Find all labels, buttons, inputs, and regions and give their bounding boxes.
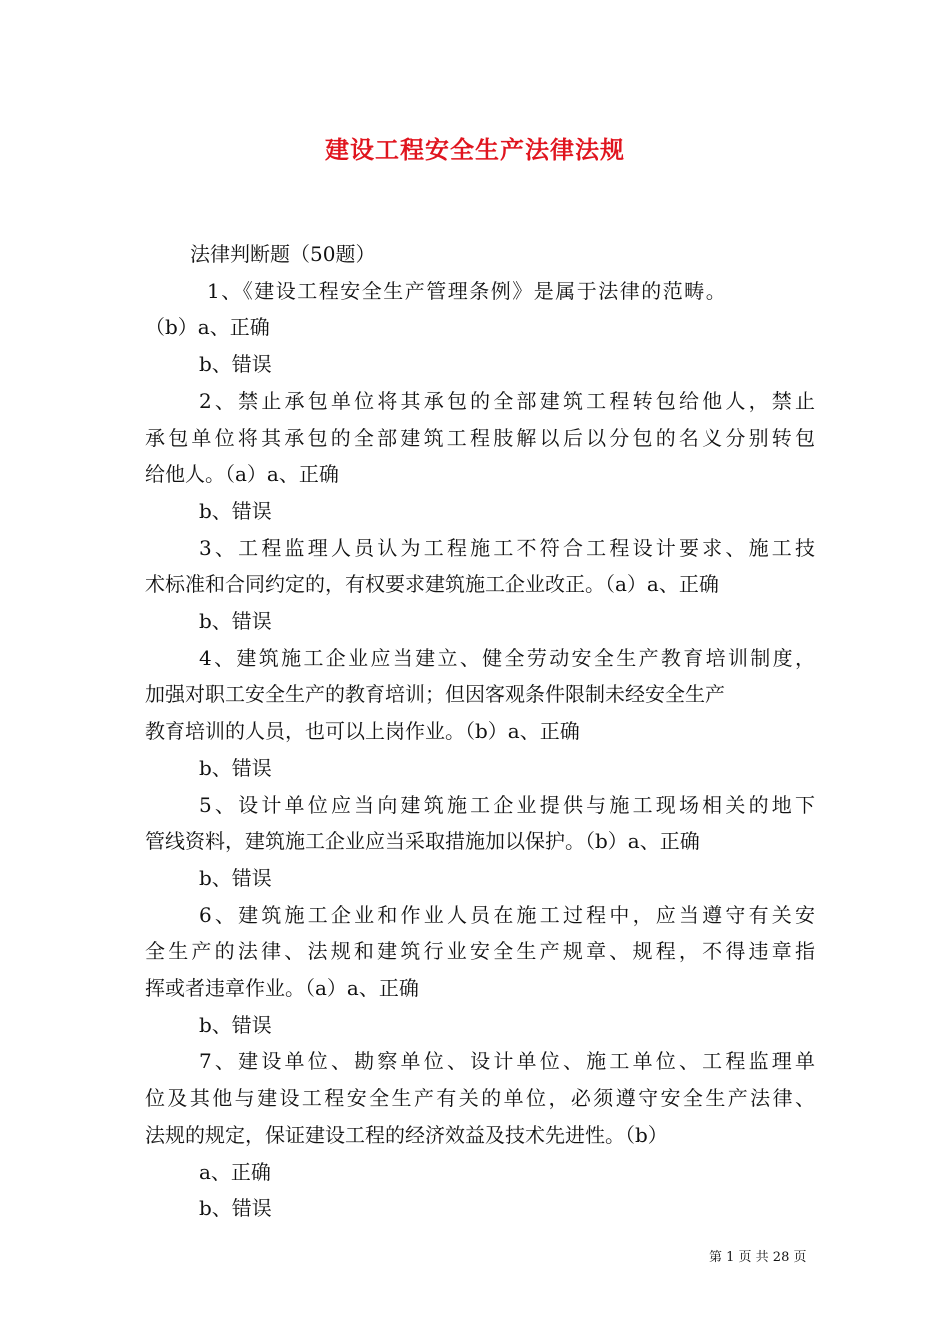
document-line: 法规的规定，保证建设工程的经济效益及技术先进性。（b） (145, 1122, 668, 1147)
document-body (145, 236, 815, 1227)
document-line: 全生产的法律、法规和建筑行业安全生产规章、规程，不得违章指 (145, 939, 815, 964)
document-line: 给他人。（a）a、正确 (145, 462, 339, 487)
document-line: 4、建筑施工企业应当建立、健全劳动安全生产教育培训制度， (199, 645, 815, 670)
document-line: b、错误 (199, 755, 272, 780)
document-line: a、正确 (199, 1159, 271, 1184)
document-line: 2、禁止承包单位将其承包的全部建筑工程转包给他人，禁止 (199, 388, 815, 413)
document-line: b、错误 (199, 498, 272, 523)
document-line: b、错误 (199, 1196, 272, 1221)
document-line: 承包单位将其承包的全部建筑工程肢解以后以分包的名义分别转包 (145, 425, 815, 450)
document-line: 1、《建设工程安全生产管理条例》是属于法律的范畴。 (207, 278, 728, 303)
document-line: b、错误 (199, 865, 272, 890)
document-line: 管线资料，建筑施工企业应当采取措施加以保护。（b）a、正确 (145, 829, 700, 854)
document-line: 教育培训的人员，也可以上岗作业。（b）a、正确 (145, 719, 580, 744)
document-line: b、错误 (199, 609, 272, 634)
document-line: 5、设计单位应当向建筑施工企业提供与施工现场相关的地下 (199, 792, 815, 817)
section-heading: 法律判断题（50题） (190, 242, 376, 266)
document-line: b、错误 (199, 352, 272, 377)
document-line: 术标准和合同约定的，有权要求建筑施工企业改正。（a）a、正确 (145, 572, 719, 597)
question-list (145, 273, 815, 1227)
document-line: 3、工程监理人员认为工程施工不符合工程设计要求、施工技 (199, 535, 815, 560)
document-line: 6、建筑施工企业和作业人员在施工过程中，应当遵守有关安 (199, 902, 815, 927)
document-line: （b）a、正确 (145, 315, 270, 340)
page-title: 建设工程安全生产法律法规 (325, 135, 625, 164)
document-line: 加强对职工安全生产的教育培训；但因客观条件限制未经安全生产 (145, 682, 725, 707)
document-line: 位及其他与建设工程安全生产有关的单位，必须遵守安全生产法律、 (145, 1086, 815, 1111)
document-line: 挥或者违章作业。（a）a、正确 (145, 976, 419, 1001)
document-line: b、错误 (199, 1012, 272, 1037)
page-footer: 第 1 页 共 28 页 (709, 1250, 807, 1265)
document-line: 7、建设单位、勘察单位、设计单位、施工单位、工程监理单 (199, 1049, 815, 1074)
